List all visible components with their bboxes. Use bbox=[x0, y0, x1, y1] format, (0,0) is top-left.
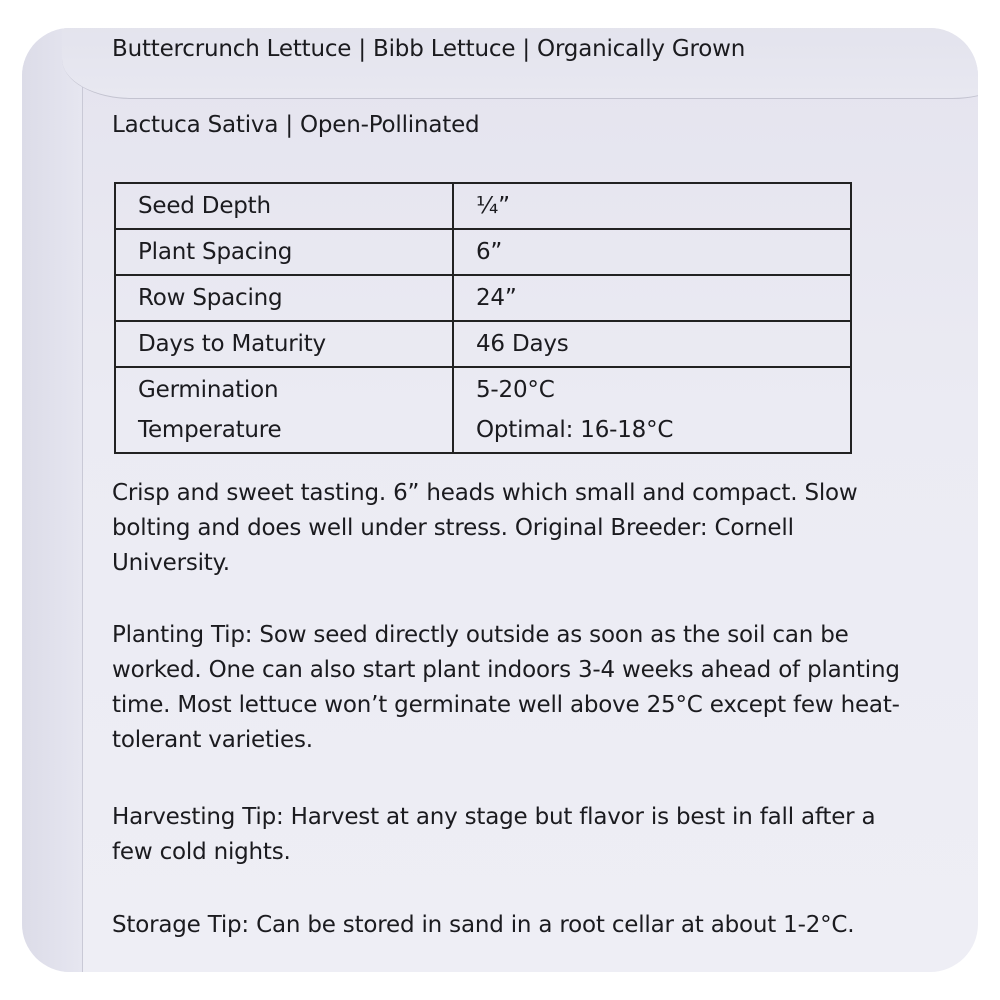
spec-label-line: Germination bbox=[138, 377, 279, 403]
planting-tip-paragraph: Planting Tip: Sow seed directly outside as soon as the soil can be worked. One can also start plant indoors 3-4 weeks ahead of planting time. Most lettuce won’t germinate well above 25°C except few heat-tolerant varieties. bbox=[112, 622, 900, 753]
harvesting-tip-paragraph: Harvesting Tip: Harvest at any stage but flavor is best in fall after a few cold nights. bbox=[112, 804, 876, 865]
storage-tip-paragraph: Storage Tip: Can be stored in sand in a root cellar at about 1-2°C. bbox=[112, 912, 855, 938]
spec-value bbox=[453, 367, 851, 453]
spec-label: Plant Spacing bbox=[115, 229, 453, 275]
spec-value-line: Optimal: 16-18°C bbox=[476, 417, 674, 443]
table-row bbox=[115, 367, 851, 453]
spec-label: Seed Depth bbox=[115, 183, 453, 229]
spec-label bbox=[115, 367, 453, 453]
spec-value: ¼” bbox=[453, 183, 851, 229]
spec-value: 6” bbox=[453, 229, 851, 275]
seed-packet bbox=[22, 28, 978, 972]
spec-value: 24” bbox=[453, 275, 851, 321]
packet-content bbox=[112, 28, 958, 972]
table-row bbox=[115, 183, 851, 229]
spec-value-line: 5-20°C bbox=[476, 377, 555, 403]
spec-label: Row Spacing bbox=[115, 275, 453, 321]
description-paragraph: Crisp and sweet tasting. 6” heads which small and compact. Slow bolting and does well under stress. Original Breeder: Cornell University. bbox=[112, 480, 858, 576]
spec-label-line: Temperature bbox=[138, 417, 282, 443]
packet-subtitle: Lactuca Sativa | Open-Pollinated bbox=[112, 112, 480, 138]
packet-side-fold bbox=[22, 28, 83, 972]
table-row bbox=[115, 275, 851, 321]
spec-value: 46 Days bbox=[453, 321, 851, 367]
spec-label: Days to Maturity bbox=[115, 321, 453, 367]
growing-specs-table bbox=[114, 182, 852, 454]
table-row bbox=[115, 229, 851, 275]
packet-header: Buttercrunch Lettuce | Bibb Lettuce | Organically Grown bbox=[112, 36, 746, 62]
table-row bbox=[115, 321, 851, 367]
